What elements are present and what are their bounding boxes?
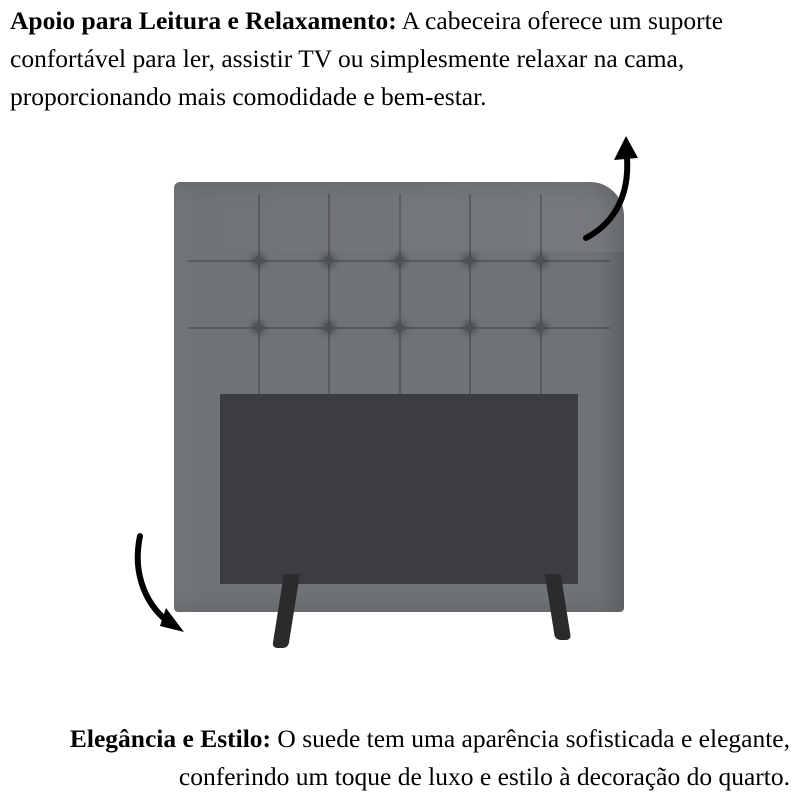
tufting-seam-vertical — [399, 194, 401, 394]
tufting-seam-vertical — [258, 194, 260, 394]
paragraph-elegance-style-lead: Elegância e Estilo: — [69, 724, 272, 753]
tufting-seam-vertical — [328, 194, 330, 394]
tufting-button — [536, 323, 545, 332]
headboard-graphic — [174, 182, 624, 612]
tufting-button — [254, 323, 263, 332]
paragraph-elegance-style — [14, 720, 790, 796]
headboard-tufting-area — [188, 194, 610, 394]
tufting-seam-vertical — [469, 194, 471, 394]
curved-arrow-up-icon — [570, 130, 660, 240]
headboard-lower-shadow-panel — [220, 394, 578, 584]
tufting-grid — [188, 194, 610, 394]
paragraph-reading-support-lead: Apoio para Leitura e Relaxamento: — [10, 6, 397, 35]
tufting-button — [254, 256, 263, 265]
tufting-button — [536, 256, 545, 265]
tufting-button — [324, 256, 333, 265]
tufting-button — [324, 323, 333, 332]
curved-arrow-down-icon — [130, 530, 220, 645]
paragraph-reading-support-body: A cabeceira oferece um suporte confortável para ler, assistir TV ou simplesmente relaxar na cama, proporcionando mais comodidade e bem-estar. — [10, 6, 724, 111]
tufting-button — [395, 323, 404, 332]
paragraph-reading-support — [10, 2, 790, 116]
paragraph-elegance-style-body: O suede tem uma aparência sofisticada e elegante, conferindo um toque de luxo e estilo à decoração do quarto. — [178, 724, 790, 791]
tufting-button — [465, 323, 474, 332]
tufting-seam-vertical — [540, 194, 542, 394]
tufting-button — [465, 256, 474, 265]
tufting-button — [395, 256, 404, 265]
